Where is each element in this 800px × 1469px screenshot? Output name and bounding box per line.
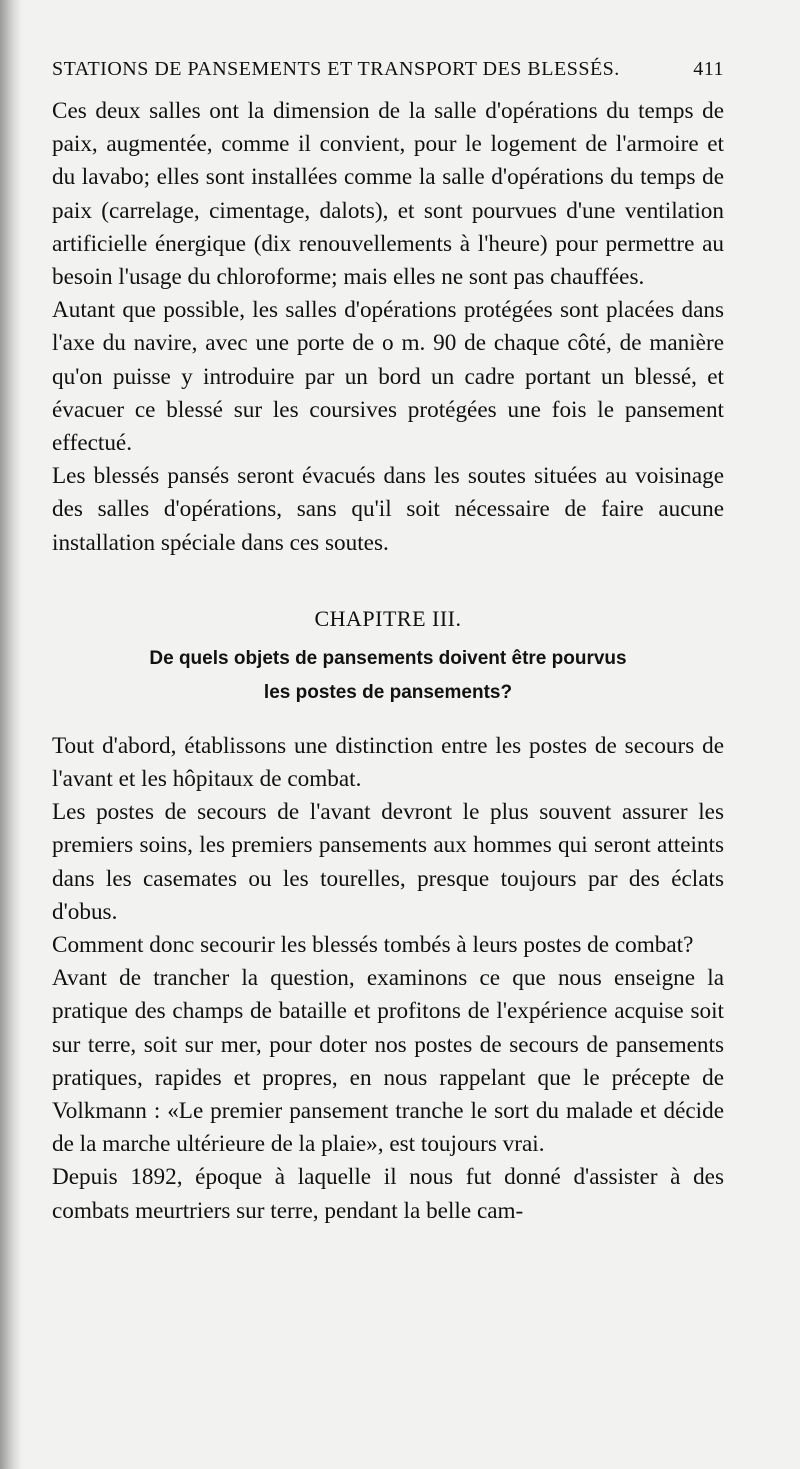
page-number: 411 — [693, 58, 724, 80]
book-page — [52, 58, 724, 1228]
paragraph: Tout d'abord, établissons une distinction entre les postes de secours de l'avant et les hôpitaux de combat. — [52, 732, 724, 793]
paragraph: Comment donc secourir les blessés tombés à leurs postes de combat? — [52, 932, 694, 959]
paragraph: Ces deux salles ont la dimension de la salle d'opérations du temps de paix, augmentée, comme il convient, pour le logement de l'armoire et du lavabo; elles sont installées comme la salle d'opérations du temps de paix (carrelage, cimentage, dalots), et sont pourvues d'une ventilation artificielle énergique (dix renouvellements à l'heure) pour permettre au besoin l'usage du chloroforme; mais elles ne sont pas chauffées. — [52, 98, 724, 291]
paragraph: Depuis 1892, époque à laquelle il nous fut donné d'assister à des combats meurtriers sur terre, pendant la belle cam- — [52, 1164, 724, 1224]
chapter-title: CHAPITRE III. — [314, 605, 462, 631]
chapter-subtitle-line-1: De quels objets de pansements doivent être pourvus — [149, 647, 627, 669]
paragraph: Avant de trancher la question, examinons ce que nous enseigne la pratique des champs de bataille et profitons de l'expérience acquise soit sur terre, soit sur mer, pour doter nos postes de secours de pansements pratiques, rapides et propres, en nous rappelant que le précepte de Volkmann : «Le premier pansement tranche le sort du malade et décide de la marche ultérieure de la plaie», est toujours vrai. — [52, 965, 724, 1158]
running-head — [52, 58, 724, 81]
paragraph: Les blessés pansés seront évacués dans les soutes situées au voisinage des salles d'opérations, sans qu'il soit nécessaire de faire aucune installation spéciale dans ces soutes. — [52, 463, 724, 556]
running-head-title: STATIONS DE PANSEMENTS ET TRANSPORT DES BLESSÉS. — [52, 58, 620, 80]
page-binding-edge — [0, 0, 22, 1469]
paragraph: Les postes de secours de l'avant devront le plus souvent assurer les premiers soins, les premiers pansements aux hommes qui seront atteints dans les casemates ou les tourelles, presque toujours par des éclats d'obus. — [52, 799, 724, 925]
paragraph: Autant que possible, les salles d'opérations protégées sont placées dans l'axe du navire, avec une porte de o m. 90 de chaque côté, de manière qu'on puisse y introduire par un bord un cadre portant un blessé, et évacuer ce blessé sur les coursives protégées une fois le pansement effectué. — [52, 297, 724, 457]
chapter-subtitle — [52, 642, 724, 710]
chapter-subtitle-line-2: les postes de pansements? — [263, 681, 513, 703]
chapter-heading — [52, 606, 724, 710]
